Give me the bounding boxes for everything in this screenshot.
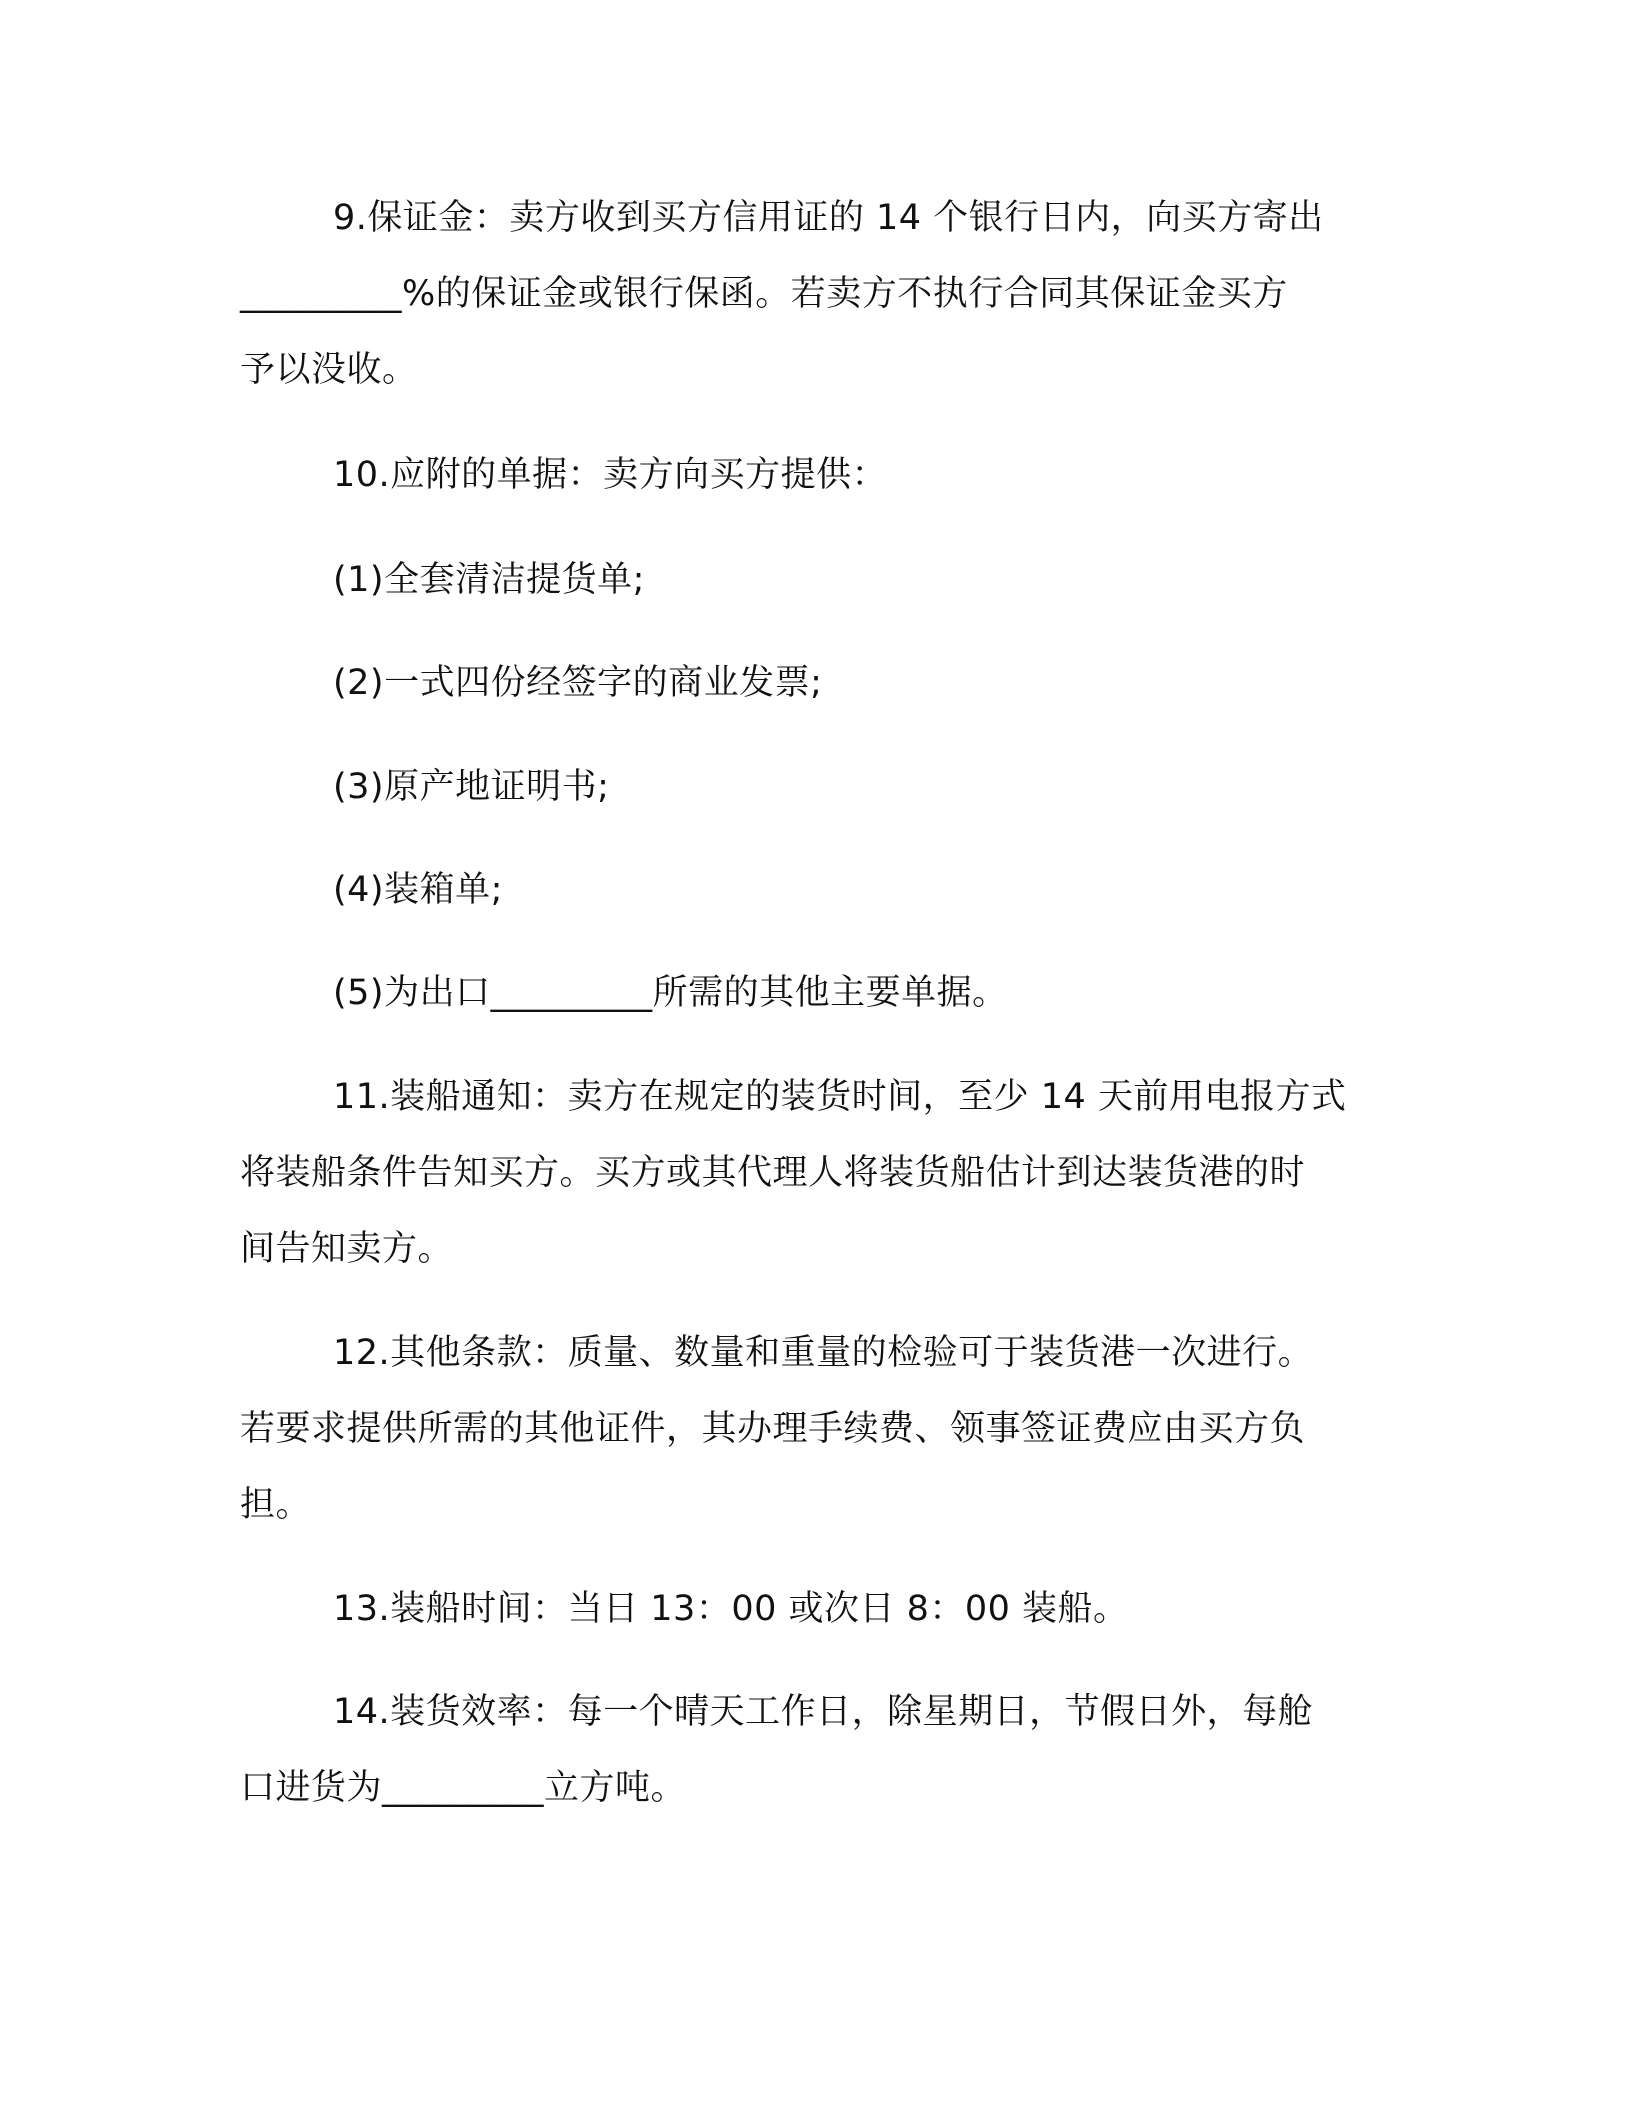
list-item-2: (2)一式四份经签字的商业发票; bbox=[333, 663, 823, 703]
list-item-4: (4)装箱单; bbox=[333, 870, 503, 910]
paragraph-11-line-3: 间告知卖方。 bbox=[240, 1229, 454, 1269]
paragraph-12-line-2: 若要求提供所需的其他证件，其办理手续费、领事签证费应由买方负 bbox=[240, 1409, 1306, 1449]
paragraph-14-line-2: 口进货为_________立方吨。 bbox=[240, 1768, 687, 1808]
list-item-1: (1)全套清洁提货单; bbox=[333, 560, 645, 600]
list-item-5: (5)为出口_________所需的其他主要单据。 bbox=[333, 973, 1008, 1013]
paragraph-9-line-1: 9.保证金：卖方收到买方信用证的 14 个银行日内，向买方寄出 bbox=[333, 198, 1324, 238]
paragraph-14-line-1: 14.装货效率：每一个晴天工作日，除星期日，节假日外，每舱 bbox=[333, 1692, 1314, 1732]
paragraph-12-line-3: 担。 bbox=[240, 1485, 312, 1525]
paragraph-12-line-1: 12.其他条款：质量、数量和重量的检验可于装货港一次进行。 bbox=[333, 1333, 1314, 1373]
paragraph-11-line-2: 将装船条件告知买方。买方或其代理人将装货船估计到达装货港的时 bbox=[240, 1153, 1306, 1193]
paragraph-11-line-1: 11.装船通知：卖方在规定的装货时间，至少 14 天前用电报方式 bbox=[333, 1077, 1347, 1117]
paragraph-9-line-2: _________%的保证金或银行保函。若卖方不执行合同其保证金买方 bbox=[240, 274, 1288, 314]
paragraph-9-line-3: 予以没收。 bbox=[240, 350, 418, 390]
paragraph-13: 13.装船时间：当日 13：00 或次日 8：00 装船。 bbox=[333, 1589, 1129, 1629]
list-item-3: (3)原产地证明书; bbox=[333, 767, 610, 807]
paragraph-10-heading: 10.应附的单据：卖方向买方提供： bbox=[333, 455, 888, 495]
